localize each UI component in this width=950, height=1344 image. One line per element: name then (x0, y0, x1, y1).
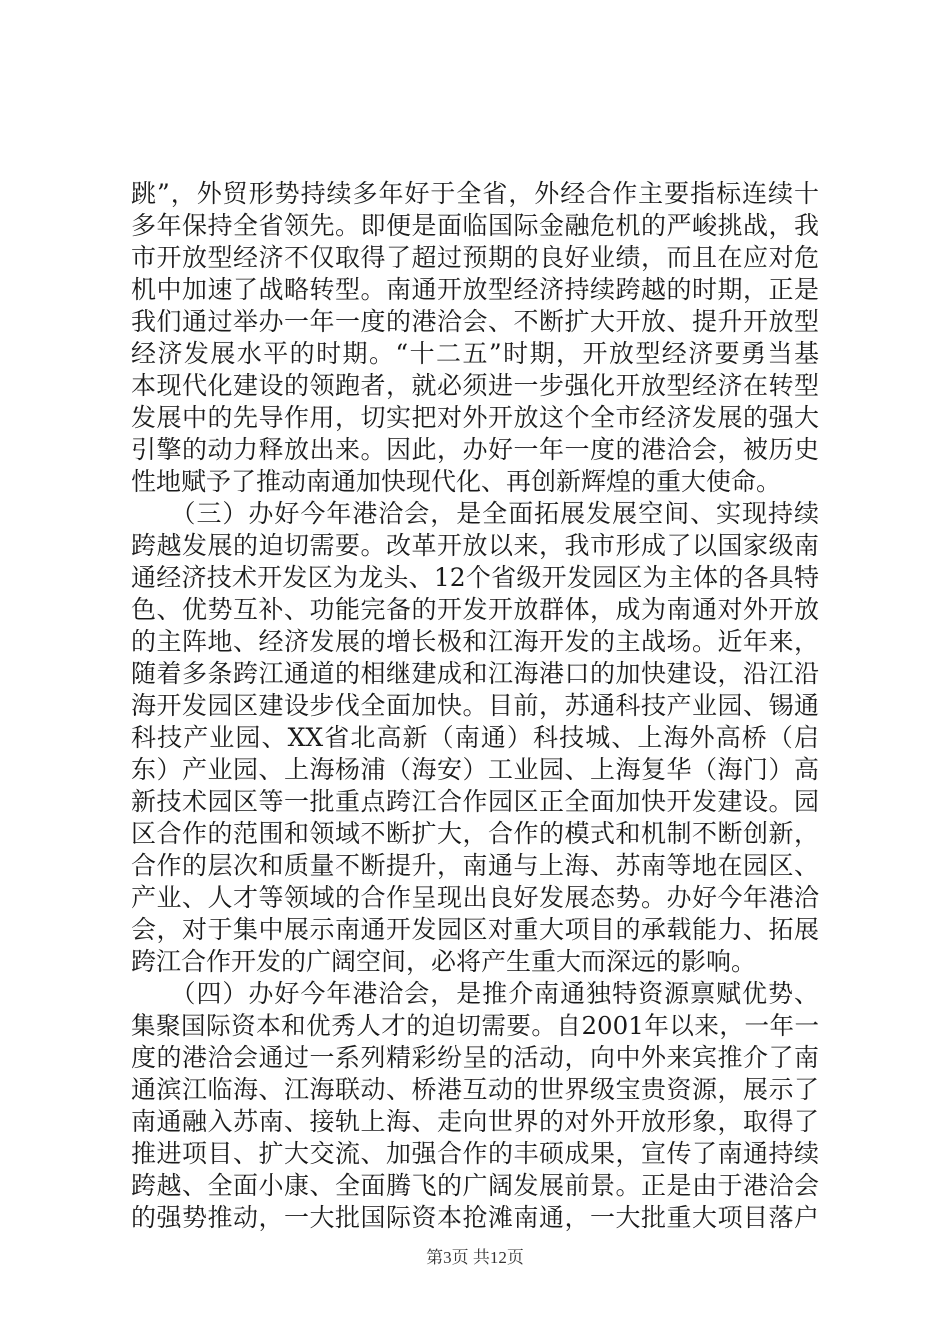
text-line: 市开放型经济不仅取得了超过预期的良好业绩，而且在应对危 (131, 243, 819, 272)
text-line: 区合作的范围和领域不断扩大，合作的模式和机制不断创新， (131, 819, 819, 848)
text-line: 色、优势互补、功能完备的开发开放群体，成为南通对外开放 (131, 595, 819, 624)
text-line: 产业、人才等领域的合作呈现出良好发展态势。办好今年港洽 (131, 883, 819, 912)
text-line: 东）产业园、上海杨浦（海安）工业园、上海复华（海门）高 (131, 755, 819, 784)
text-line: 集聚国际资本和优秀人才的迫切需要。自2001年以来，一年一 (131, 1011, 819, 1040)
text-line: 会，对于集中展示南通开发园区对重大项目的承载能力、拓展 (131, 915, 819, 944)
text-line: （三）办好今年港洽会，是全面拓展发展空间、实现持续 (131, 499, 819, 528)
text-line: 本现代化建设的领跑者，就必须进一步强化开放型经济在转型 (131, 371, 819, 400)
text-line: 多年保持全省领先。即便是面临国际金融危机的严峻挑战，我 (131, 211, 819, 240)
text-line: 新技术园区等一批重点跨江合作园区正全面加快开发建设。园 (131, 787, 819, 816)
page-number: 第3页 共12页 (426, 1248, 524, 1267)
text-line: 性地赋予了推动南通加快现代化、再创新辉煌的重大使命。 (131, 467, 782, 496)
text-line: 跨越、全面小康、全面腾飞的广阔发展前景。正是由于港洽会 (131, 1171, 819, 1200)
text-line: 南通融入苏南、接轨上海、走向世界的对外开放形象，取得了 (131, 1107, 819, 1136)
text-line: 通滨江临海、江海联动、桥港互动的世界级宝贵资源，展示了 (131, 1075, 819, 1104)
text-line: 度的港洽会通过一系列精彩纷呈的活动，向中外来宾推介了南 (131, 1043, 819, 1072)
text-line: 合作的层次和质量不断提升，南通与上海、苏南等地在园区、 (131, 851, 819, 880)
text-line: 发展中的先导作用，切实把对外开放这个全市经济发展的强大 (131, 403, 819, 432)
text-line: 跳”，外贸形势持续多年好于全省，外经合作主要指标连续十 (131, 179, 819, 208)
text-line: 引擎的动力释放出来。因此，办好一年一度的港洽会，被历史 (131, 435, 819, 464)
text-line: （四）办好今年港洽会，是推介南通独特资源禀赋优势、 (131, 979, 819, 1008)
text-line: 的强势推动，一大批国际资本抢滩南通，一大批重大项目落户 (131, 1203, 819, 1232)
text-line: 通经济技术开发区为龙头、12个省级开发园区为主体的各具特 (131, 563, 819, 592)
text-line: 科技产业园、XX省北高新（南通）科技城、上海外高桥（启 (131, 723, 819, 752)
text-line: 我们通过举办一年一度的港洽会、不断扩大开放、提升开放型 (131, 307, 819, 336)
text-line: 跨越发展的迫切需要。改革开放以来，我市形成了以国家级南 (131, 531, 819, 560)
text-line: 海开发园区建设步伐全面加快。目前，苏通科技产业园、锡通 (131, 691, 819, 720)
text-line: 跨江合作开发的广阔空间，必将产生重大而深远的影响。 (131, 947, 757, 976)
text-line: 推进项目、扩大交流、加强合作的丰硕成果，宣传了南通持续 (131, 1139, 819, 1168)
body-text (131, 178, 819, 1234)
text-line: 随着多条跨江通道的相继建成和江海港口的加快建设，沿江沿 (131, 659, 819, 688)
text-line: 经济发展水平的时期。“十二五”时期，开放型经济要勇当基 (131, 339, 819, 368)
text-line: 的主阵地、经济发展的增长极和江海开发的主战场。近年来， (131, 627, 819, 656)
text-line: 机中加速了战略转型。南通开放型经济持续跨越的时期，正是 (131, 275, 819, 304)
